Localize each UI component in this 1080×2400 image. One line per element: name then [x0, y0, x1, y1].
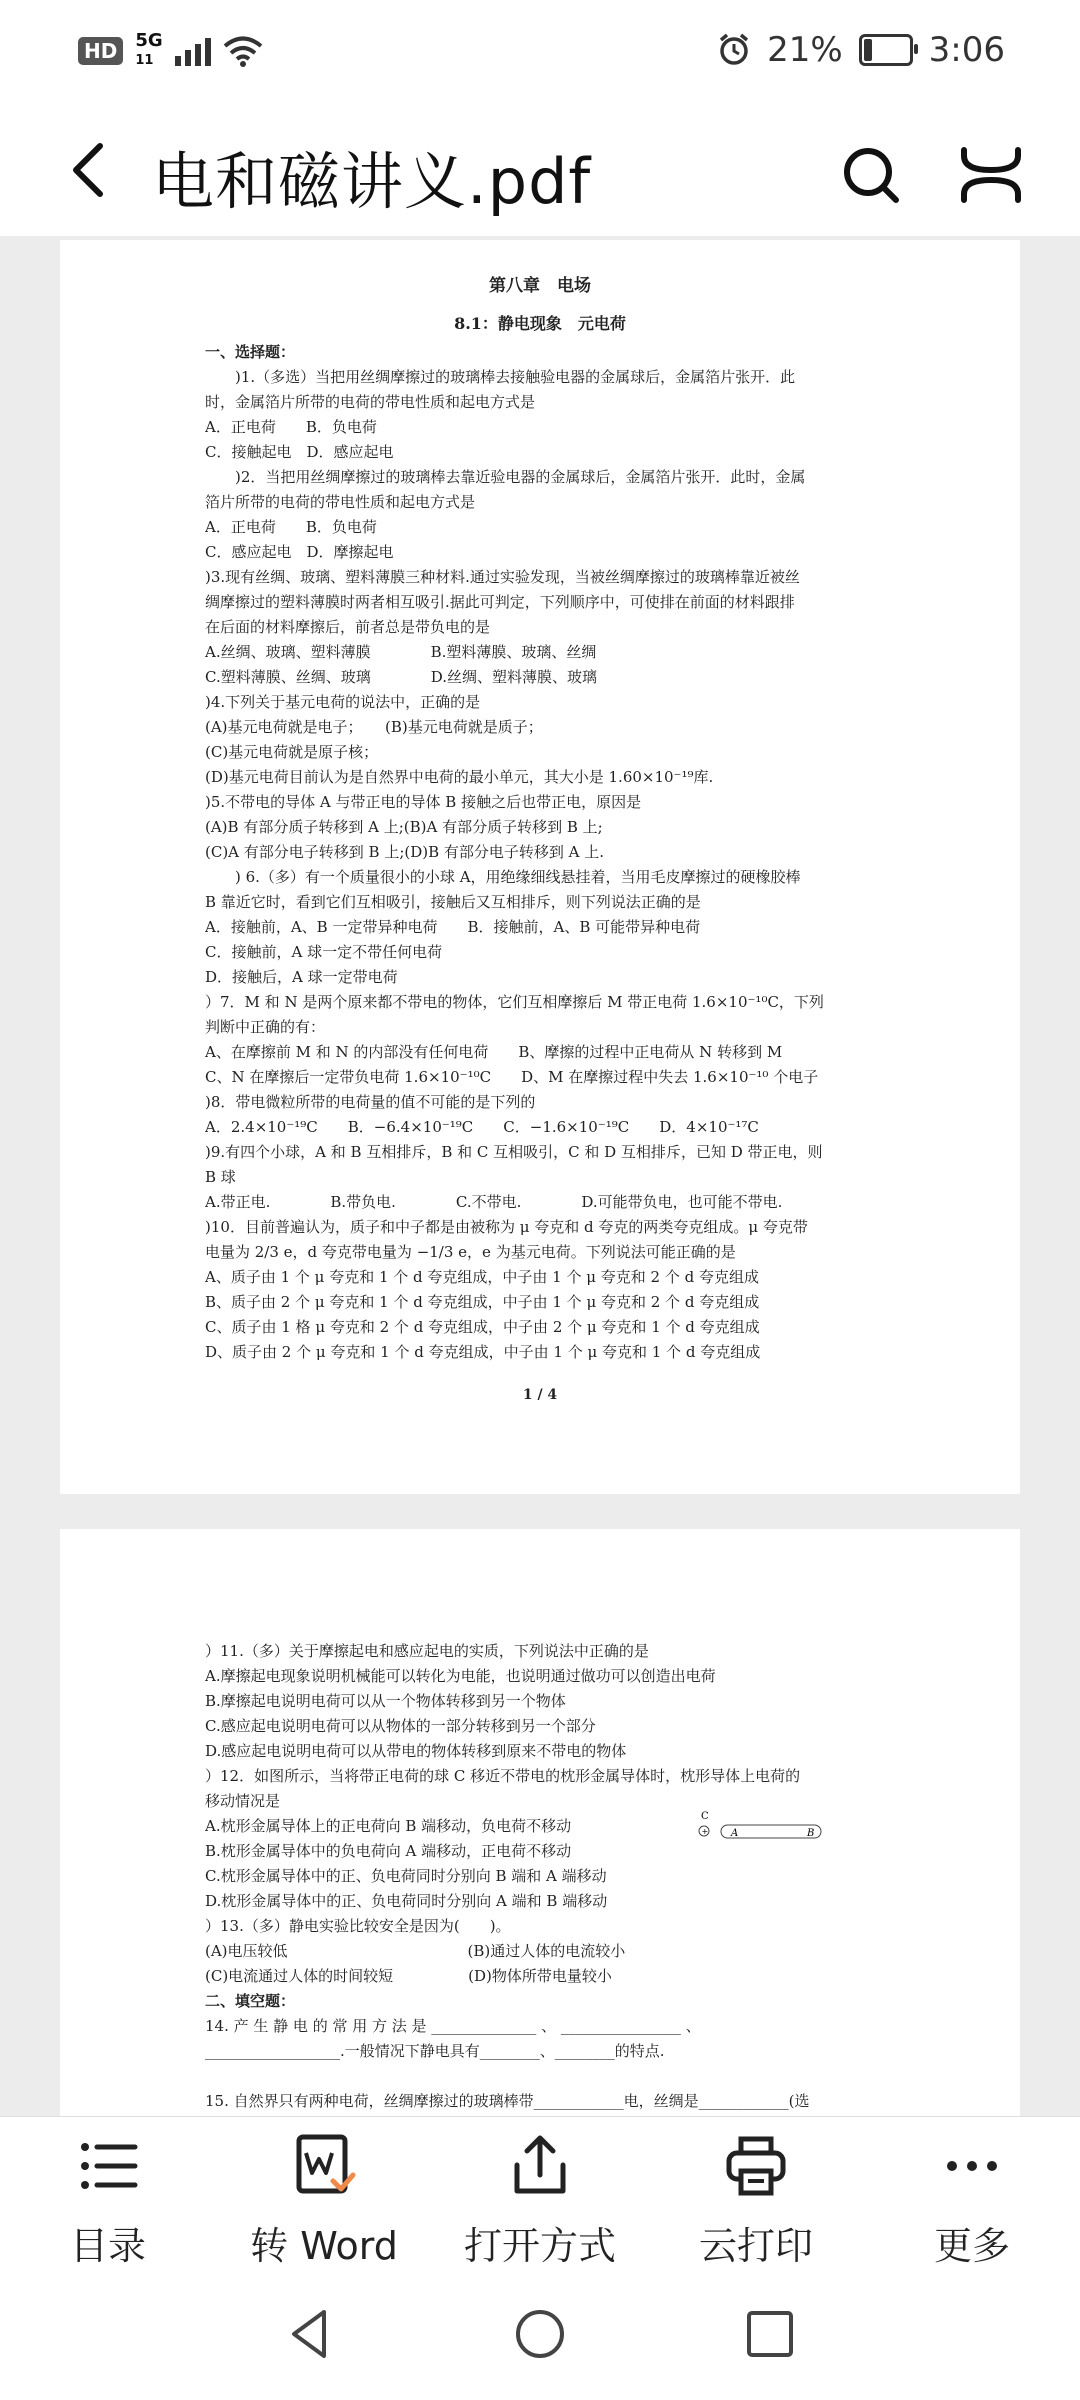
chapter-title: 第八章 电场 [489, 276, 591, 296]
text-line: A.摩擦起电现象说明机械能可以转化为电能，也说明通过做功可以创造出电荷 [205, 1667, 716, 1685]
pdf-viewer[interactable] [0, 236, 1080, 2116]
text-line: (C)A 有部分电子转移到 B 上;(D)B 有部分电子转移到 A 上. [205, 843, 605, 861]
wifi-icon [223, 35, 263, 67]
toolbar-open-with[interactable] [432, 2117, 648, 2277]
status-left [78, 32, 263, 70]
text-line: (A)B 有部分质子转移到 A 上;(B)A 有部分质子转移到 B 上; [205, 818, 603, 836]
text-line: A.丝绸、玻璃、塑料薄膜 B.塑料薄膜、玻璃、丝绸 [205, 643, 597, 661]
pillow-conductor-diagram [695, 1809, 835, 1849]
page-2-content [205, 1639, 875, 2114]
text-line: C.枕形金属导体中的正、负电荷同时分别向 B 端和 A 端移动 [205, 1867, 607, 1885]
print-icon [721, 2131, 791, 2201]
text-line: A.带正电. B.带负电. C.不带电. D.可能带负电，也可能不带电. [205, 1193, 783, 1211]
text-line: __________________.一般情况下静电具有________、________的特点. [205, 2042, 665, 2060]
text-line: A．2.4×10⁻¹⁹C B．−6.4×10⁻¹⁹C C．−1.6×10⁻¹⁹C D．4×10⁻¹⁷C [205, 1118, 759, 1136]
text-line: C、质子由 1 格 μ 夸克和 2 个 d 夸克组成，中子由 2 个 μ 夸克和 1 个 d 夸克组成 [205, 1318, 760, 1336]
page-1-content [205, 270, 875, 1408]
text-line: 电量为 2/3 e，d 夸克带电量为 −1/3 e，e 为基元电荷。下列说法可能正确的是 [205, 1243, 736, 1261]
text-line: 时，金属箔片所带的电荷的带电性质和起电方式是 [205, 393, 536, 411]
text-line: ）11.（多）关于摩擦起电和感应起电的实质，下列说法中正确的是 [205, 1642, 649, 1660]
text-line: ) 6.（多）有一个质量很小的小球 A，用绝缘细线悬挂着，当用毛皮摩擦过的硬橡胶棒 [205, 868, 801, 886]
status-right [717, 30, 1005, 70]
text-line: ）12．如图所示，当将带正电荷的球 C 移近不带电的枕形金属导体时，枕形导体上电荷的 [205, 1767, 801, 1785]
toolbar-more[interactable] [864, 2117, 1080, 2277]
bottom-toolbar [0, 2116, 1080, 2277]
text-line: )4.下列关于基元电荷的说法中，正确的是 [205, 693, 481, 711]
fig-label-b: B [807, 1828, 815, 1839]
text-line: ）13.（多）静电实验比较安全是因为( )。 [205, 1917, 511, 1935]
collapse-icon[interactable] [960, 144, 1022, 206]
text-line: (C)基元电荷就是原子核； [205, 743, 379, 761]
text-line: 15. 自然界只有两种电荷，丝绸摩擦过的玻璃棒带____________电，丝绸是____________(选 [205, 2092, 810, 2110]
text-line: B 球 [205, 1168, 236, 1186]
toolbar-label: 转 Word [250, 2224, 398, 2268]
text-line: )1.（多选）当把用丝绸摩擦过的玻璃棒去接触验电器的金属球后，金属箔片张开．此 [205, 368, 796, 386]
text-line: B、质子由 2 个 μ 夸克和 1 个 d 夸克组成，中子由 1 个 μ 夸克和 2 个 d 夸克组成 [205, 1293, 760, 1311]
text-line: )10．目前普遍认为，质子和中子都是由被称为 μ 夸克和 d 夸克的两类夸克组成。μ 夸克带 [205, 1218, 808, 1236]
network-type: 5G [135, 30, 163, 51]
pdf-page-1[interactable] [60, 240, 1020, 1494]
page-number: 1 / 4 [522, 1387, 558, 1403]
text-line: 绸摩擦过的塑料薄膜时两者相互吸引.据此可判定，下列顺序中，可使排在前面的材料跟排 [205, 593, 795, 611]
system-nav-bar [0, 2276, 1080, 2400]
status-bar [0, 0, 1080, 110]
network-sub: 11 [135, 53, 154, 68]
page-1-text [205, 340, 875, 1365]
fig-label-a: A [731, 1828, 739, 1839]
fig-label-c: C [701, 1811, 709, 1822]
text-line: A．正电荷 B．负电荷 [205, 518, 377, 536]
text-line: (A)基元电荷就是电子； (B)基元电荷就是质子； [205, 718, 543, 736]
text-line: C.感应起电说明电荷可以从物体的一部分转移到另一个部分 [205, 1717, 596, 1735]
share-icon [505, 2131, 575, 2201]
text-line: A、在摩擦前 M 和 N 的内部没有任何电荷 B、摩擦的过程中正电荷从 N 转移到 M [205, 1043, 783, 1061]
text-line: 在后面的材料摩擦后，前者总是带负电的是 [205, 618, 491, 636]
text-line: D.枕形金属导体中的正、负电荷同时分别向 A 端和 B 端移动 [205, 1892, 608, 1910]
toolbar-label: 云打印 [698, 2224, 813, 2268]
text-line: C．接触前，A 球一定不带任何电荷 [205, 943, 443, 961]
text-line: C．接触起电 D．感应起电 [205, 443, 394, 461]
text-line: 判断中正确的有： [205, 1018, 326, 1036]
text-line: )2．当把用丝绸摩擦过的玻璃棒去靠近验电器的金属球后，金属箔片张开．此时，金属 [205, 468, 806, 486]
text-line: )9.有四个小球，A 和 B 互相排斥，B 和 C 互相吸引，C 和 D 互相排斥，已知 D 带正电，则 [205, 1143, 823, 1161]
text-line: C．感应起电 D．摩擦起电 [205, 543, 394, 561]
toolbar-label: 目录 [69, 2224, 146, 2268]
text-line: 二、填空题： [205, 1992, 296, 2010]
battery-icon [859, 34, 913, 66]
text-line: 14. 产 生 静 电 的 常 用 方 法 是 ______________ 、 ________________ 、 [205, 2017, 701, 2035]
text-line: D.感应起电说明电荷可以从带电的物体转移到原来不带电的物体 [205, 1742, 627, 1760]
hd-badge: HD [78, 37, 123, 65]
battery-percent: 21% [767, 30, 843, 70]
toolbar-label: 打开方式 [463, 2224, 616, 2268]
text-line: B 靠近它时，看到它们互相吸引，接触后又互相排斥，则下列说法正确的是 [205, 893, 701, 911]
text-line: )8．带电微粒所带的电荷量的值不可能的是下列的 [205, 1093, 536, 1111]
toolbar-catalog[interactable] [0, 2117, 216, 2277]
text-line: (A)电压较低 (B)通过人体的电流较小 [205, 1942, 626, 1960]
text-line: B.摩擦起电说明电荷可以从一个物体转移到另一个物体 [205, 1692, 566, 1710]
clock: 3:06 [928, 30, 1005, 70]
text-line: A.枕形金属导体上的正电荷向 B 端移动，负电荷不移动 [205, 1817, 572, 1835]
nav-recents-icon[interactable] [740, 2304, 800, 2364]
text-line [205, 2064, 875, 2089]
text-line: A、质子由 1 个 μ 夸克和 1 个 d 夸克组成，中子由 1 个 μ 夸克和 2 个 d 夸克组成 [205, 1268, 759, 1286]
app-header [0, 110, 1080, 237]
text-line: 箔片所带的电荷的带电性质和起电方式是 [205, 493, 476, 511]
text-line: B.枕形金属导体中的负电荷向 A 端移动，正电荷不移动 [205, 1842, 572, 1860]
text-line: ）7．M 和 N 是两个原来都不带电的物体，它们互相摩擦后 M 带正电荷 1.6×10⁻¹⁰C，下列 [205, 993, 824, 1011]
signal-icon [175, 36, 211, 66]
nav-back-icon[interactable] [280, 2304, 340, 2364]
toolbar-convert-word[interactable] [216, 2117, 432, 2277]
text-line: (C)电流通过人体的时间较短 (D)物体所带电量较小 [205, 1967, 612, 1985]
list-icon [73, 2131, 143, 2201]
page-2-text [205, 1639, 875, 2114]
text-line: )3.现有丝绸、玻璃、塑料薄膜三种材料.通过实验发现，当被丝绸摩擦过的玻璃棒靠近被丝 [205, 568, 800, 586]
text-line: A．接触前，A、B 一定带异种电荷 B．接触前，A、B 可能带异种电荷 [205, 918, 701, 936]
convert-word-icon [289, 2131, 359, 2201]
text-line: D、质子由 2 个 μ 夸克和 1 个 d 夸克组成，中子由 1 个 μ 夸克和 1 个 d 夸克组成 [205, 1343, 761, 1361]
text-line: (D)基元电荷目前认为是自然界中电荷的最小单元，其大小是 1.60×10⁻¹⁹库. [205, 768, 714, 786]
alarm-icon [717, 33, 751, 67]
more-icon [937, 2131, 1007, 2201]
toolbar-cloud-print[interactable] [648, 2117, 864, 2277]
text-line: C、N 在摩擦后一定带负电荷 1.6×10⁻¹⁰C D、M 在摩擦过程中失去 1.6×10⁻¹⁰ 个电子 [205, 1068, 819, 1086]
text-line: 一、选择题： [205, 343, 296, 361]
text-line: D．接触后，A 球一定带电荷 [205, 968, 398, 986]
text-line: )5.不带电的导体 A 与带正电的导体 B 接触之后也带正电，原因是 [205, 793, 642, 811]
pdf-page-2[interactable] [60, 1529, 1020, 2116]
text-line: 移动情况是 [205, 1792, 281, 1810]
document-title: 电和磁讲义.pdf [152, 145, 592, 218]
search-icon[interactable] [840, 144, 902, 206]
network-label [135, 32, 162, 70]
toolbar-label: 更多 [933, 2224, 1010, 2268]
nav-home-icon[interactable] [510, 2304, 570, 2364]
svg-text:+: + [701, 1827, 709, 1836]
back-chevron-icon[interactable] [60, 140, 120, 200]
text-line: C.塑料薄膜、丝绸、玻璃 D.丝绸、塑料薄膜、玻璃 [205, 668, 597, 686]
text-line: A．正电荷 B．负电荷 [205, 418, 377, 436]
section-title: 8.1：静电现象 元电荷 [454, 314, 626, 333]
